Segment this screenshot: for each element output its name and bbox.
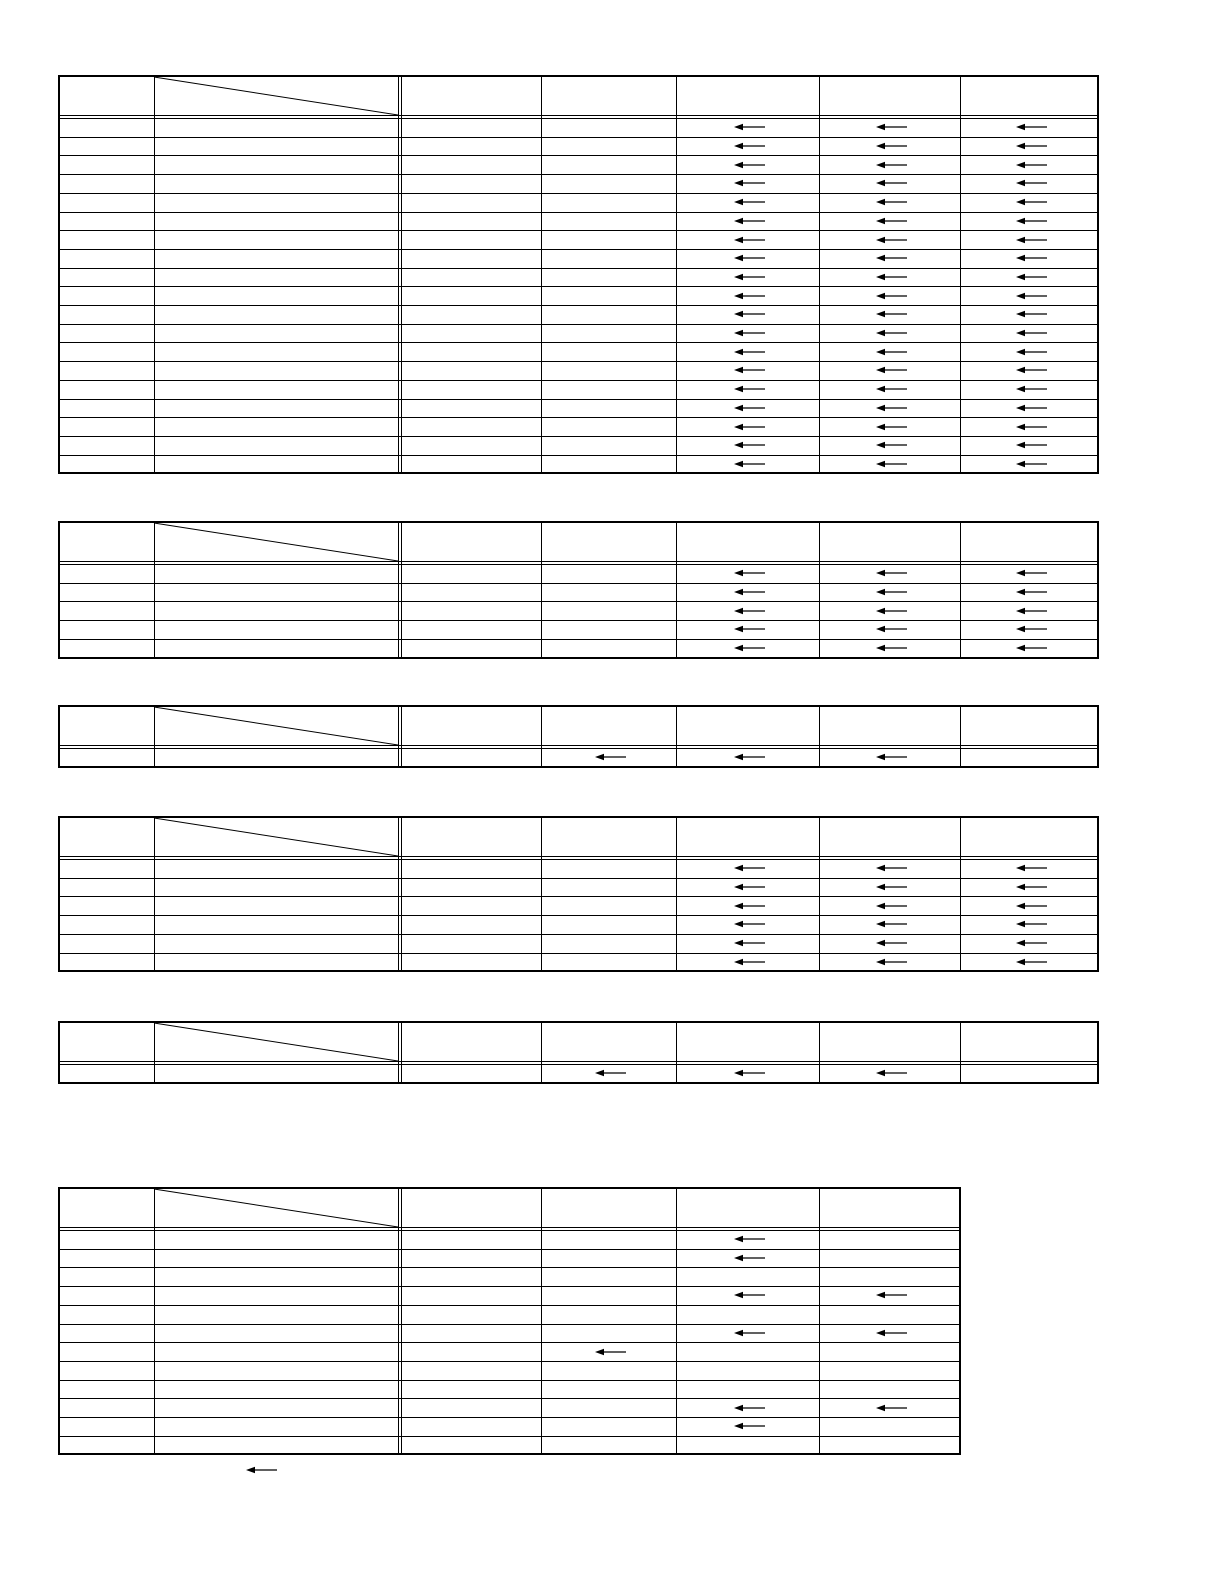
- left-arrow-icon: [1016, 123, 1048, 131]
- table-cell: [821, 896, 962, 915]
- left-arrow-icon: [595, 1348, 627, 1356]
- column-divider: [541, 523, 542, 657]
- table-cell: [678, 380, 821, 399]
- table-cell: [821, 859, 962, 878]
- left-arrow-icon: [734, 753, 766, 761]
- header-diagonal: [154, 1023, 398, 1063]
- column-divider: [541, 1023, 542, 1082]
- left-arrow-icon: [876, 198, 908, 206]
- left-arrow-icon: [734, 920, 766, 928]
- left-arrow-icon: [876, 460, 908, 468]
- table-cell: [962, 399, 1101, 418]
- table-cell: [821, 564, 962, 583]
- left-arrow-icon: [876, 753, 908, 761]
- left-arrow-icon: [1016, 864, 1048, 872]
- table-cell: [821, 748, 962, 767]
- left-arrow-icon: [876, 441, 908, 449]
- table-cell: [962, 417, 1101, 436]
- table-cell: [678, 249, 821, 268]
- table-cell: [821, 118, 962, 137]
- left-arrow-icon: [734, 1069, 766, 1077]
- column-divider: [398, 1189, 402, 1453]
- left-arrow-icon: [1016, 198, 1048, 206]
- left-arrow-icon: [876, 142, 908, 150]
- table-cell: [678, 361, 821, 380]
- row-divider: [60, 1305, 959, 1306]
- left-arrow-icon: [1016, 179, 1048, 187]
- table-cell: [962, 934, 1101, 953]
- left-arrow-icon: [876, 161, 908, 169]
- table-cell: [821, 1064, 962, 1083]
- left-arrow-icon: [1016, 236, 1048, 244]
- table-cell: [962, 601, 1101, 620]
- table-cell: [821, 249, 962, 268]
- table-cell: [821, 174, 962, 193]
- left-arrow-icon: [1016, 423, 1048, 431]
- table-cell: [678, 1417, 821, 1436]
- left-arrow-icon: [876, 1404, 908, 1412]
- table-cell: [678, 620, 821, 639]
- table-cell: [962, 953, 1101, 972]
- left-arrow-icon: [1016, 644, 1048, 652]
- table-cell: [678, 1398, 821, 1417]
- table-cell: [821, 380, 962, 399]
- column-divider: [398, 818, 402, 970]
- column-divider: [398, 707, 402, 766]
- left-arrow-icon: [734, 883, 766, 891]
- table-cell: [821, 230, 962, 249]
- header-diagonal: [154, 523, 398, 563]
- left-arrow-icon: [876, 607, 908, 615]
- left-arrow-icon: [734, 292, 766, 300]
- left-arrow-icon: [734, 385, 766, 393]
- column-divider: [676, 1189, 677, 1453]
- table-cell: [821, 155, 962, 174]
- left-arrow-icon: [734, 607, 766, 615]
- left-arrow-icon: [595, 753, 627, 761]
- left-arrow-icon: [734, 441, 766, 449]
- table-cell: [962, 564, 1101, 583]
- table-cell: [678, 305, 821, 324]
- left-arrow-icon: [876, 366, 908, 374]
- table-cell: [962, 193, 1101, 212]
- table-cell: [962, 249, 1101, 268]
- table-5: [58, 1021, 1099, 1084]
- table-cell: [678, 155, 821, 174]
- table-cell: [678, 324, 821, 343]
- left-arrow-icon: [734, 404, 766, 412]
- column-divider: [398, 77, 402, 472]
- table-cell: [821, 212, 962, 231]
- table-cell: [821, 583, 962, 602]
- table-cell: [821, 193, 962, 212]
- table-cell: [678, 859, 821, 878]
- table-cell: [678, 174, 821, 193]
- left-arrow-icon: [734, 1422, 766, 1430]
- left-arrow-icon: [1016, 460, 1048, 468]
- table-cell: [543, 1342, 678, 1361]
- left-arrow-icon: [734, 625, 766, 633]
- table-cell: [678, 748, 821, 767]
- table-cell: [821, 399, 962, 418]
- table-cell: [678, 1324, 821, 1343]
- table-cell: [962, 305, 1101, 324]
- table-cell: [821, 268, 962, 287]
- table-cell: [678, 915, 821, 934]
- left-arrow-icon: [734, 198, 766, 206]
- left-arrow-icon: [734, 1291, 766, 1299]
- left-arrow-icon: [734, 273, 766, 281]
- left-arrow-icon: [1016, 883, 1048, 891]
- table-cell: [821, 305, 962, 324]
- legend-left-arrow-icon: [246, 1466, 278, 1474]
- row-divider: [60, 1380, 959, 1381]
- left-arrow-icon: [734, 1404, 766, 1412]
- column-divider: [676, 818, 677, 970]
- table-3: [58, 705, 1099, 768]
- left-arrow-icon: [1016, 292, 1048, 300]
- table-cell: [821, 1324, 963, 1343]
- column-divider: [398, 1023, 402, 1082]
- table-6: [58, 1187, 961, 1455]
- table-cell: [962, 620, 1101, 639]
- table-cell: [821, 286, 962, 305]
- header-diagonal: [154, 1189, 398, 1229]
- column-divider: [541, 77, 542, 472]
- left-arrow-icon: [876, 123, 908, 131]
- table-cell: [678, 436, 821, 455]
- left-arrow-icon: [734, 217, 766, 225]
- row-divider: [60, 1342, 959, 1343]
- table-cell: [962, 639, 1101, 658]
- table-cell: [543, 748, 678, 767]
- table-cell: [678, 1230, 821, 1249]
- left-arrow-icon: [876, 625, 908, 633]
- left-arrow-icon: [734, 423, 766, 431]
- table-cell: [962, 436, 1101, 455]
- table-cell: [678, 601, 821, 620]
- left-arrow-icon: [876, 217, 908, 225]
- table-cell: [962, 324, 1101, 343]
- left-arrow-icon: [734, 179, 766, 187]
- table-cell: [821, 1286, 963, 1305]
- column-divider: [154, 707, 155, 766]
- left-arrow-icon: [1016, 441, 1048, 449]
- table-cell: [821, 137, 962, 156]
- left-arrow-icon: [734, 588, 766, 596]
- left-arrow-icon: [876, 864, 908, 872]
- left-arrow-icon: [734, 348, 766, 356]
- left-arrow-icon: [1016, 607, 1048, 615]
- left-arrow-icon: [734, 460, 766, 468]
- table-cell: [678, 212, 821, 231]
- table-cell: [678, 193, 821, 212]
- table-cell: [678, 230, 821, 249]
- table-cell: [678, 934, 821, 953]
- table-cell: [962, 583, 1101, 602]
- column-divider: [541, 818, 542, 970]
- header-diagonal: [154, 818, 398, 858]
- left-arrow-icon: [876, 292, 908, 300]
- column-divider: [154, 1189, 155, 1453]
- table-cell: [962, 342, 1101, 361]
- left-arrow-icon: [734, 939, 766, 947]
- column-divider: [154, 818, 155, 970]
- table-cell: [962, 915, 1101, 934]
- left-arrow-icon: [734, 1329, 766, 1337]
- left-arrow-icon: [734, 161, 766, 169]
- table-cell: [678, 286, 821, 305]
- column-divider: [676, 77, 677, 472]
- table-cell: [678, 953, 821, 972]
- table-cell: [962, 455, 1101, 474]
- table-cell: [962, 212, 1101, 231]
- table-cell: [678, 1249, 821, 1268]
- left-arrow-icon: [734, 569, 766, 577]
- table-cell: [821, 455, 962, 474]
- left-arrow-icon: [734, 310, 766, 318]
- left-arrow-icon: [734, 902, 766, 910]
- table-cell: [962, 155, 1101, 174]
- column-divider: [398, 523, 402, 657]
- table-cell: [821, 639, 962, 658]
- table-cell: [678, 118, 821, 137]
- left-arrow-icon: [876, 254, 908, 262]
- left-arrow-icon: [876, 423, 908, 431]
- table-cell: [821, 1398, 963, 1417]
- left-arrow-icon: [1016, 348, 1048, 356]
- left-arrow-icon: [1016, 385, 1048, 393]
- left-arrow-icon: [876, 588, 908, 596]
- table-cell: [962, 896, 1101, 915]
- table-cell: [962, 286, 1101, 305]
- column-divider: [154, 523, 155, 657]
- left-arrow-icon: [876, 404, 908, 412]
- left-arrow-icon: [734, 644, 766, 652]
- left-arrow-icon: [876, 939, 908, 947]
- table-cell: [678, 639, 821, 658]
- column-divider: [154, 1023, 155, 1082]
- table-cell: [821, 342, 962, 361]
- table-cell: [678, 1064, 821, 1083]
- table-cell: [678, 137, 821, 156]
- table-cell: [821, 915, 962, 934]
- table-cell: [543, 1064, 678, 1083]
- left-arrow-icon: [1016, 588, 1048, 596]
- table-cell: [821, 324, 962, 343]
- left-arrow-icon: [876, 1291, 908, 1299]
- table-cell: [962, 174, 1101, 193]
- left-arrow-icon: [876, 179, 908, 187]
- left-arrow-icon: [734, 236, 766, 244]
- table-2: [58, 521, 1099, 659]
- row-divider: [60, 1436, 959, 1437]
- table-cell: [678, 878, 821, 897]
- left-arrow-icon: [1016, 902, 1048, 910]
- table-cell: [821, 601, 962, 620]
- left-arrow-icon: [734, 1254, 766, 1262]
- left-arrow-icon: [876, 644, 908, 652]
- left-arrow-icon: [1016, 404, 1048, 412]
- table-cell: [962, 230, 1101, 249]
- left-arrow-icon: [1016, 142, 1048, 150]
- left-arrow-icon: [1016, 217, 1048, 225]
- table-cell: [962, 859, 1101, 878]
- left-arrow-icon: [876, 310, 908, 318]
- table-cell: [962, 878, 1101, 897]
- header-divider: [60, 1227, 959, 1231]
- left-arrow-icon: [1016, 569, 1048, 577]
- table-cell: [821, 953, 962, 972]
- table-1: [58, 75, 1099, 474]
- left-arrow-icon: [876, 902, 908, 910]
- left-arrow-icon: [1016, 939, 1048, 947]
- left-arrow-icon: [734, 864, 766, 872]
- left-arrow-icon: [734, 366, 766, 374]
- table-cell: [678, 896, 821, 915]
- left-arrow-icon: [876, 1069, 908, 1077]
- table-cell: [678, 583, 821, 602]
- left-arrow-icon: [734, 254, 766, 262]
- left-arrow-icon: [734, 142, 766, 150]
- left-arrow-icon: [1016, 958, 1048, 966]
- table-cell: [678, 455, 821, 474]
- table-cell: [962, 380, 1101, 399]
- table-cell: [678, 417, 821, 436]
- column-divider: [541, 1189, 542, 1453]
- left-arrow-icon: [876, 958, 908, 966]
- left-arrow-icon: [876, 883, 908, 891]
- left-arrow-icon: [1016, 310, 1048, 318]
- left-arrow-icon: [876, 569, 908, 577]
- left-arrow-icon: [876, 920, 908, 928]
- table-cell: [821, 878, 962, 897]
- row-divider: [60, 1417, 959, 1418]
- column-divider: [676, 523, 677, 657]
- left-arrow-icon: [876, 1329, 908, 1337]
- table-cell: [821, 934, 962, 953]
- table-cell: [678, 342, 821, 361]
- table-cell: [962, 118, 1101, 137]
- left-arrow-icon: [734, 329, 766, 337]
- left-arrow-icon: [1016, 366, 1048, 374]
- left-arrow-icon: [1016, 273, 1048, 281]
- header-diagonal: [154, 77, 398, 117]
- left-arrow-icon: [734, 123, 766, 131]
- table-cell: [821, 436, 962, 455]
- legend-symbol: [246, 1466, 278, 1474]
- left-arrow-icon: [876, 236, 908, 244]
- table-cell: [962, 268, 1101, 287]
- column-divider: [541, 707, 542, 766]
- table-4: [58, 816, 1099, 972]
- left-arrow-icon: [876, 273, 908, 281]
- row-divider: [60, 1249, 959, 1250]
- left-arrow-icon: [1016, 161, 1048, 169]
- left-arrow-icon: [1016, 329, 1048, 337]
- row-divider: [60, 1267, 959, 1268]
- left-arrow-icon: [876, 329, 908, 337]
- left-arrow-icon: [1016, 625, 1048, 633]
- row-divider: [60, 1361, 959, 1362]
- header-diagonal: [154, 707, 398, 747]
- table-cell: [678, 268, 821, 287]
- table-cell: [678, 1286, 821, 1305]
- table-cell: [678, 564, 821, 583]
- table-cell: [821, 620, 962, 639]
- left-arrow-icon: [876, 385, 908, 393]
- left-arrow-icon: [595, 1069, 627, 1077]
- left-arrow-icon: [1016, 254, 1048, 262]
- table-cell: [821, 361, 962, 380]
- left-arrow-icon: [1016, 920, 1048, 928]
- left-arrow-icon: [734, 958, 766, 966]
- column-divider: [154, 77, 155, 472]
- table-cell: [962, 361, 1101, 380]
- table-cell: [678, 399, 821, 418]
- left-arrow-icon: [876, 348, 908, 356]
- table-cell: [962, 137, 1101, 156]
- table-cell: [821, 417, 962, 436]
- left-arrow-icon: [734, 1235, 766, 1243]
